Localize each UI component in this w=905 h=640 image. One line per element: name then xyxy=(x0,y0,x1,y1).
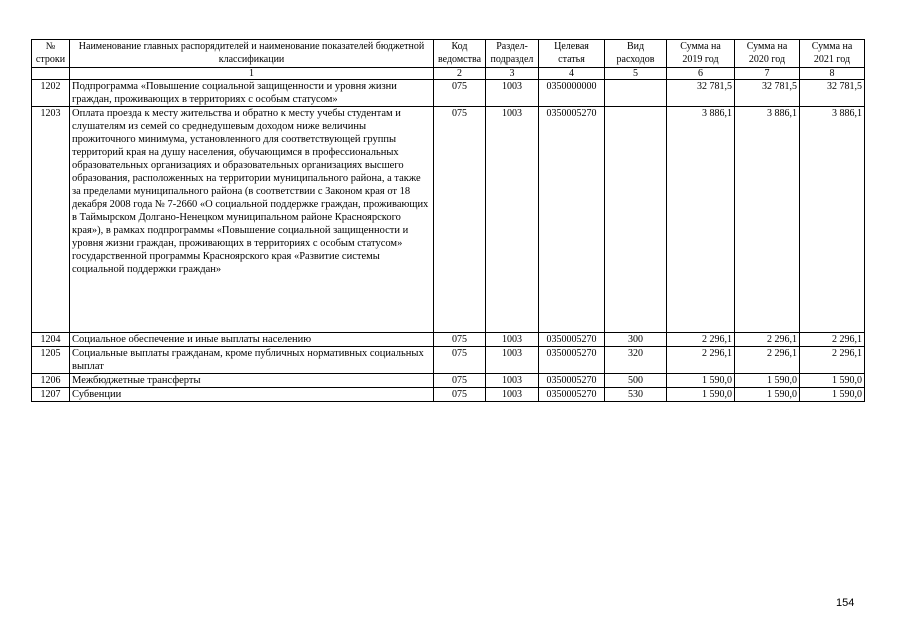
row-sum-2020: 32 781,5 xyxy=(735,80,800,107)
row-target: 0350005270 xyxy=(539,107,605,333)
row-target: 0350005270 xyxy=(539,333,605,347)
row-exp-type xyxy=(605,80,667,107)
row-sum-2021: 2 296,1 xyxy=(800,333,865,347)
table-row xyxy=(32,80,865,107)
row-sum-2020: 2 296,1 xyxy=(735,347,800,374)
row-number: 1203 xyxy=(32,107,70,333)
table-row xyxy=(32,333,865,347)
row-exp-type: 300 xyxy=(605,333,667,347)
row-dept-code: 075 xyxy=(434,374,486,388)
row-name: Оплата проезда к месту жительства и обратно к месту учебы студентам и слушателям из семей со среднедушевым доходом ниже величины прожиточного минимума, установленного для соответствующей группы территорий края на душу населения, обучающимся в профессиональных образовательных организациях и образовательных организациях высшего образования, расположенных на территории муниципального района, а также за пределами муниципального района (в соответствии с Законом края от 18 декабря 2008 года № 7-2660 «О социальной поддержке граждан, проживающих в Таймырском Долгано-Ненецком муниципальном районе Красноярского края»), в рамках подпрограммы «Повышение социальной защищенности и уровня жизни граждан, проживающих в территориях с особым статусом» государственной программы Красноярского края «Развитие системы социальной поддержки граждан» xyxy=(70,107,434,333)
col-number: 4 xyxy=(539,68,605,80)
row-sum-2020: 2 296,1 xyxy=(735,333,800,347)
row-target: 0350000000 xyxy=(539,80,605,107)
col-number: 7 xyxy=(735,68,800,80)
table-row xyxy=(32,347,865,374)
row-name: Субвенции xyxy=(70,388,434,402)
row-dept-code: 075 xyxy=(434,107,486,333)
table-row xyxy=(32,388,865,402)
row-exp-type: 320 xyxy=(605,347,667,374)
col-number xyxy=(32,68,70,80)
row-exp-type xyxy=(605,107,667,333)
row-number: 1205 xyxy=(32,347,70,374)
col-number: 3 xyxy=(486,68,539,80)
table-row xyxy=(32,374,865,388)
row-dept-code: 075 xyxy=(434,333,486,347)
header-name: Наименование главных распорядителей и наименование показателей бюджетной классификации xyxy=(70,40,434,68)
row-target: 0350005270 xyxy=(539,374,605,388)
row-sum-2021: 1 590,0 xyxy=(800,388,865,402)
row-sum-2019: 1 590,0 xyxy=(667,388,735,402)
header-row-no: № строки xyxy=(32,40,70,68)
row-sum-2019: 2 296,1 xyxy=(667,347,735,374)
row-exp-type: 500 xyxy=(605,374,667,388)
budget-table xyxy=(31,39,865,402)
header-sum-2020: Сумма на 2020 год xyxy=(735,40,800,68)
col-number: 6 xyxy=(667,68,735,80)
header-sum-2021: Сумма на 2021 год xyxy=(800,40,865,68)
row-target: 0350005270 xyxy=(539,388,605,402)
row-name: Подпрограмма «Повышение социальной защищенности и уровня жизни граждан, проживающих в территориях с особым статусом» xyxy=(70,80,434,107)
row-section: 1003 xyxy=(486,80,539,107)
row-dept-code: 075 xyxy=(434,80,486,107)
row-name: Межбюджетные трансферты xyxy=(70,374,434,388)
column-numbers-row xyxy=(32,68,865,80)
col-number: 8 xyxy=(800,68,865,80)
row-dept-code: 075 xyxy=(434,388,486,402)
row-section: 1003 xyxy=(486,374,539,388)
row-number: 1202 xyxy=(32,80,70,107)
row-section: 1003 xyxy=(486,347,539,374)
header-sum-2019: Сумма на 2019 год xyxy=(667,40,735,68)
row-section: 1003 xyxy=(486,333,539,347)
row-sum-2021: 3 886,1 xyxy=(800,107,865,333)
row-exp-type: 530 xyxy=(605,388,667,402)
header-dept-code: Код ведомства xyxy=(434,40,486,68)
col-number: 5 xyxy=(605,68,667,80)
row-sum-2019: 1 590,0 xyxy=(667,374,735,388)
row-number: 1204 xyxy=(32,333,70,347)
row-sum-2021: 2 296,1 xyxy=(800,347,865,374)
row-sum-2021: 1 590,0 xyxy=(800,374,865,388)
row-dept-code: 075 xyxy=(434,347,486,374)
table-row xyxy=(32,107,865,333)
row-target: 0350005270 xyxy=(539,347,605,374)
col-number: 2 xyxy=(434,68,486,80)
row-number: 1206 xyxy=(32,374,70,388)
row-sum-2020: 1 590,0 xyxy=(735,374,800,388)
page-number: 154 xyxy=(836,597,855,609)
row-sum-2019: 32 781,5 xyxy=(667,80,735,107)
row-name: Социальные выплаты гражданам, кроме публичных нормативных социальных выплат xyxy=(70,347,434,374)
row-sum-2019: 3 886,1 xyxy=(667,107,735,333)
row-name: Социальное обеспечение и иные выплаты населению xyxy=(70,333,434,347)
row-sum-2020: 1 590,0 xyxy=(735,388,800,402)
row-sum-2021: 32 781,5 xyxy=(800,80,865,107)
row-sum-2019: 2 296,1 xyxy=(667,333,735,347)
header-target: Целевая статья xyxy=(539,40,605,68)
row-sum-2020: 3 886,1 xyxy=(735,107,800,333)
header-exp-type: Вид расходов xyxy=(605,40,667,68)
row-section: 1003 xyxy=(486,107,539,333)
header-section: Раздел-подраздел xyxy=(486,40,539,68)
row-number: 1207 xyxy=(32,388,70,402)
col-number: 1 xyxy=(70,68,434,80)
row-section: 1003 xyxy=(486,388,539,402)
